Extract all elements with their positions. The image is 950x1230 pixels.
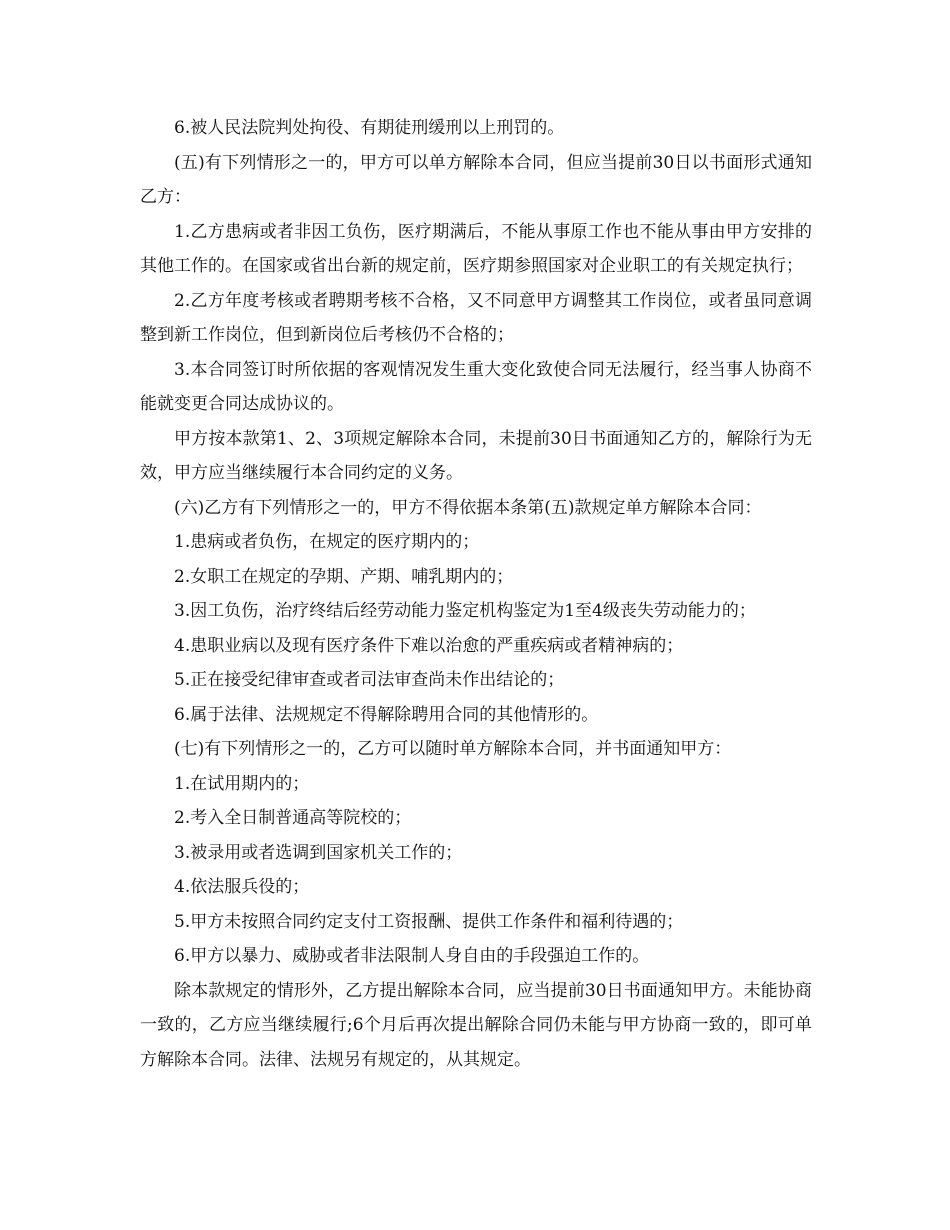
paragraph-clause-6-item-3: 3.因工负伤，治疗终结后经劳动能力鉴定机构鉴定为1至4级丧失劳动能力的； [174,601,756,621]
paragraph-clause-6-item-5: 5.正在接受纪律审查或者司法审查尚未作出结论的； [174,670,565,690]
paragraph-clause-5-note: 甲方按本款第1、2、3项规定解除本合同，未提前30日书面通知乙方的，解除行为无效，甲方应当继续履行本合同约定的义务。 [140,428,812,483]
paragraph-clause-6-item-2: 2.女职工在规定的孕期、产期、哺乳期内的； [174,566,514,587]
paragraph-clause-6-heading: (六)乙方有下列情形之一的，甲方不得依据本条第(五)款规定单方解除本合同： [174,497,762,518]
paragraph-clause-7-note: 除本款规定的情形外，乙方提出解除本合同，应当提前30日书面通知甲方。未能协商一致的，乙方应当继续履行;6个月后再次提出解除合同仍未能与甲方协商一致的，即可单方解除本合同。法律、法规另有规定的，从其规定。 [140,980,812,1070]
paragraph-clause-5-item-3: 3.本合同签订时所依据的客观情况发生重大变化致使合同无法履行，经当事人协商不能就变更合同达成协议的。 [140,359,812,414]
paragraph-clause-7-item-1: 1.在试用期内的； [174,773,310,794]
paragraph-clause-7-heading: (七)有下列情形之一的，乙方可以随时单方解除本合同，并书面通知甲方： [174,739,732,759]
paragraph-clause-5-item-2: 2.乙方年度考核或者聘期考核不合格，又不同意甲方调整其工作岗位，或者虽同意调整到新工作岗位，但到新岗位后考核仍不合格的； [140,290,812,345]
paragraph-clause-7-item-3: 3.被录用或者选调到国家机关工作的； [174,842,463,863]
paragraph-clause-5-heading: (五)有下列情形之一的，甲方可以单方解除本合同，但应当提前30日以书面形式通知乙方： [140,152,812,207]
paragraph-clause-7-item-2: 2.考入全日制普通高等院校的； [174,808,412,828]
paragraph-clause-6-item-1: 1.患病或者负伤，在规定的医疗期内的； [174,532,480,552]
paragraph-clause-5-item-1: 1.乙方患病或者非因工负伤，医疗期满后，不能从事原工作也不能从事由甲方安排的其他工作的。在国家或省出台新的规定前，医疗期参照国家对企业职工的有关规定执行； [140,221,812,276]
document-page [140,111,812,1077]
paragraph-clause-7-item-4: 4.依法服兵役的； [174,877,310,897]
paragraph-clause-7-item-6: 6.甲方以暴力、威胁或者非法限制人身自由的手段强迫工作的。 [174,946,650,966]
paragraph-clause-6-item-6: 6.属于法律、法规规定不得解除聘用合同的其他情形的。 [174,704,599,725]
paragraph-item-6-criminal-penalty: 6.被人民法院判处拘役、有期徒刑缓刑以上刑罚的。 [174,118,565,138]
paragraph-clause-7-item-5: 5.甲方未按照合同约定支付工资报酬、提供工作条件和福利待遇的； [174,911,684,932]
paragraph-clause-6-item-4: 4.患职业病以及现有医疗条件下难以治愈的严重疾病或者精神病的； [174,635,684,656]
